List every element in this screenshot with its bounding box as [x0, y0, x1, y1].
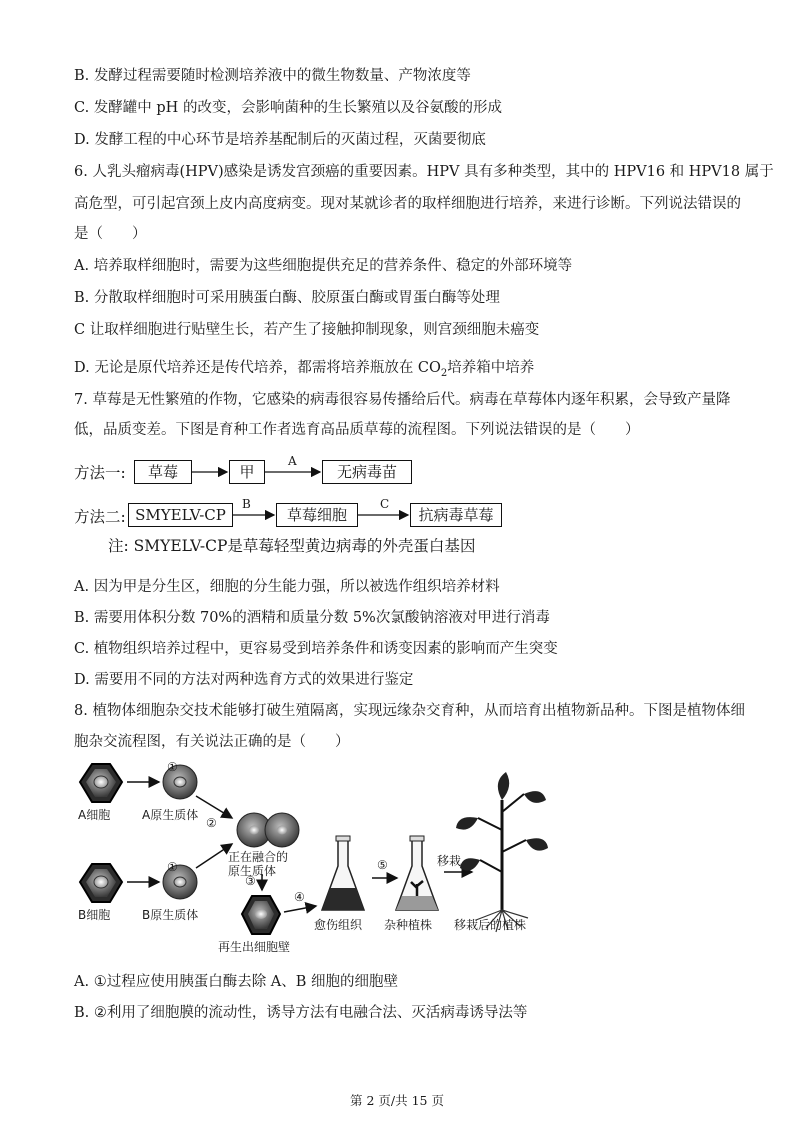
q5-option-c: C. 发酵罐中 pH 的改变，会影响菌种的生长繁殖以及谷氨酸的形成 [74, 100, 502, 116]
q7-option-d: D. 需要用不同的方法对两种选育方式的效果进行鉴定 [74, 672, 414, 688]
q8-stem-line1: 8. 植物体细胞杂交技术能够打破生殖隔离，实现远缘杂交育种，从而培育出植物新品种。下图是植物体细 [74, 703, 745, 719]
q8-step1-bottom: ① [167, 860, 178, 874]
regenerated-cell-icon [242, 896, 280, 934]
q8-step1-top: ① [167, 760, 178, 774]
q8-transplanted-label: 移栽后的植株 [454, 918, 527, 932]
q7-box-virus-free: 无病毒苗 [322, 460, 412, 484]
q8-fusing-label: 正在融合的 原生质体 [228, 850, 289, 878]
q8-hybrid-label: 杂种植株 [384, 918, 433, 932]
q6-stem-line1: 6. 人乳头瘤病毒(HPV)感染是诱发宫颈癌的重要因素。HPV 具有多种类型，其中的 HPV16 和 HPV18 属于 [74, 164, 774, 180]
q7-box-gene: SMYELV-CP [128, 503, 233, 527]
q8-a-protoplast-label: A原生质体 [142, 808, 199, 822]
a-cell-icon [80, 764, 122, 802]
b-cell-icon [80, 864, 122, 902]
page-footer: 第 2 页/共 15 页 [350, 1093, 444, 1108]
q8-step4: ④ [294, 890, 305, 904]
q6-option-b: B. 分散取样细胞时可采用胰蛋白酶、胶原蛋白酶或胃蛋白酶等处理 [74, 290, 500, 306]
transplanted-plant-icon [456, 772, 548, 932]
q7-box-jia: 甲 [229, 460, 265, 484]
q7-stem-line1: 7. 草莓是无性繁殖的作物，它感染的病毒很容易传播给后代。病毒在草莓体内逐年积累，会导致产量降 [74, 392, 731, 408]
q6-option-c: C 让取样细胞进行贴壁生长，若产生了接触抑制现象，则宫颈细胞未癌变 [74, 322, 540, 338]
q6-stem-line2: 高危型，可引起宫颈上皮内高度病变。现对某就诊者的取样细胞进行培养，来进行诊断。下列说法错误的 [74, 196, 741, 212]
q8-option-a: A. ①过程应使用胰蛋白酶去除 A、B 细胞的细胞壁 [74, 974, 399, 990]
callus-flask-icon [322, 836, 364, 910]
q8-stem-line2: 胞杂交流程图，有关说法正确的是（ ） [74, 734, 350, 750]
q7-option-a: A. 因为甲是分生区，细胞的分生能力强，所以被选作组织培养材料 [74, 579, 500, 595]
q8-callus-label: 愈伤组织 [314, 918, 363, 932]
q6-option-d: D. 无论是原代培养还是传代培养，都需将培养瓶放在 $CO_2$培养箱中培养 [74, 360, 535, 379]
q7-option-b: B. 需要用体积分数 70%的酒精和质量分数 5%次氯酸钠溶液对甲进行消毒 [74, 610, 550, 626]
hybrid-plant-flask-icon [396, 836, 438, 910]
q6-stem-line3: 是（ ） [74, 226, 147, 242]
q7-diagram-note: 注: SMYELV-CP是草莓轻型黄边病毒的外壳蛋白基因 [108, 537, 476, 555]
q8-a-cell-label: A细胞 [78, 808, 111, 822]
fusing-protoplast-icon [237, 813, 299, 847]
q7-stem-line2: 低，品质变差。下图是育种工作者选育高品质草莓的流程图。下列说法错误的是（ ） [74, 422, 640, 438]
q7-option-c: C. 植物组织培养过程中，更容易受到培养条件和诱变因素的影响而产生突变 [74, 641, 558, 657]
q8-step2: ② [206, 816, 217, 830]
q7-method2-label: 方法二: [74, 508, 126, 526]
q8-regen-label: 再生出细胞壁 [218, 940, 291, 954]
q5-option-d: D. 发酵工程的中心环节是培养基配制后的灭菌过程，灭菌要彻底 [74, 132, 486, 148]
q8-transplant-label: 移栽 [437, 854, 462, 868]
q7-arrow-label-b: B [242, 497, 251, 511]
q8-step3: ③ [245, 874, 256, 888]
q8-step5: ⑤ [377, 858, 388, 872]
q8-option-b: B. ②利用了细胞膜的流动性，诱导方法有电融合法、灭活病毒诱导法等 [74, 1005, 528, 1021]
q7-box-strawberry-cell: 草莓细胞 [276, 503, 358, 527]
q8-b-cell-label: B细胞 [78, 908, 111, 922]
q7-arrow-label-a: A [288, 454, 297, 468]
q6-option-a: A. 培养取样细胞时，需要为这些细胞提供充足的营养条件、稳定的外部环境等 [74, 258, 573, 274]
q7-box-strawberry: 草莓 [134, 460, 192, 484]
q7-box-resistant: 抗病毒草莓 [410, 503, 502, 527]
q8-b-protoplast-label: B原生质体 [142, 908, 199, 922]
q7-method1-label: 方法一: [74, 464, 126, 482]
q8-hybridization-diagram [72, 760, 552, 960]
q7-arrow-label-c: C [380, 497, 390, 511]
q5-option-b: B. 发酵过程需要随时检测培养液中的微生物数量、产物浓度等 [74, 68, 471, 84]
